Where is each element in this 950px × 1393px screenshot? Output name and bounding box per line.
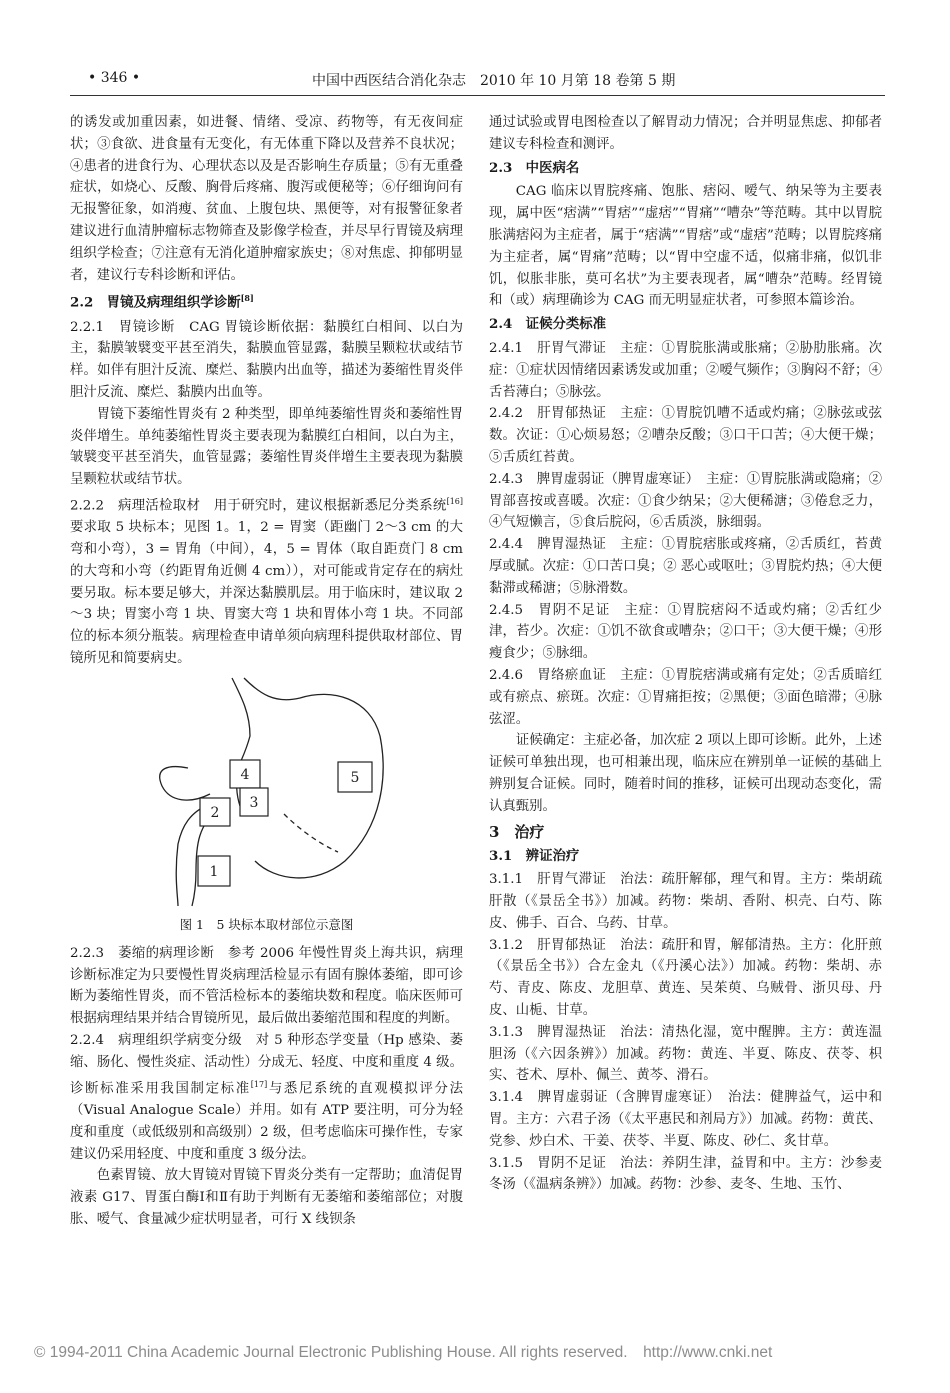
paragraph: 通过试验或胃电图检查以了解胃动力情况；合并明显焦虑、抑郁者建议专科检查和测评。 <box>489 115 882 152</box>
citation-ref: [17] <box>250 1079 268 1089</box>
running-header <box>70 64 885 92</box>
syndrome-2-4-1: 2.4.1 肝胃气滞证 主症：①胃脘胀满或胀痛；②胁肋胀痛。次症：①症状因情绪因素诱发或加重；②嗳气频作；③胸闷不舒；④舌苔薄白；⑤脉弦。 <box>489 340 882 400</box>
treatment-3-1-2: 3.1.2 肝胃郁热证 治法：疏肝和胃，解郁清热。主方：化肝煎（《景岳全书》）合左金丸（《丹溪心法》）加减。药物：柴胡、赤芍、青皮、陈皮、龙胆草、黄连、吴茱萸、乌贼骨、浙贝母、丹皮、山栀、甘草。 <box>489 937 882 1019</box>
antrum-curve-upper <box>160 766 210 800</box>
sample-label-1: 1 <box>209 863 219 880</box>
section-heading-3-1: 3.1 辨证治疗 <box>489 847 580 864</box>
sample-label-4: 4 <box>240 766 250 783</box>
paragraph: 的诱发或加重因素，如进餐、情绪、受凉、药物等，有无夜间症状；③食欲、进食量有无变化，有无体重下降以及营养不良状况；④患者的进食行为、心理状态以及是否影响生存质量；⑤有无重叠症状，如烧心、反酸、胸骨后疼痛、腹泻或便秘等；⑥仔细询问有无报警征象，如消瘦、贫血、上腹包块、黑便等，对有报警征象者建议进行血清肿瘤标志物筛查及影像学检查，并尽早行胃镜及病理组织学检查；⑦注意有无消化道肿瘤家族史；⑧对焦虑、抑郁明显者，建议行专科诊断和评估。 <box>70 115 463 283</box>
treatment-3-1-4: 3.1.4 脾胃虚弱证（含脾胃虚寒证） 治法：健脾益气，运中和胃。主方：六君子汤（《太平惠民和剂局方》）加减。药物：黄芪、党参、炒白术、干姜、茯苓、半夏、陈皮、砂仁、炙甘草。 <box>489 1090 882 1149</box>
dashed-division-line <box>284 814 338 852</box>
syndrome-2-4-5: 2.4.5 胃阴不足证 主症：①胃脘痞闷不适或灼痛；②舌红少津，苔少。次症：①饥不欲食或嘈杂；②口干；③大便干燥；④形瘦食少；⑤脉细。 <box>489 602 882 662</box>
section-heading-3: 3 治疗 <box>489 822 545 841</box>
paragraph: 2.2.4 病理组织学病变分级 对 5 种形态学变量（Hp 感染、萎缩、肠化、慢性炎症、活动性）分成无、轻度、中度和重度 4 级。诊断标准采用我国制定标准[17]与悉尼系统的直观模拟评分法（Visual Analogue Scale）并用。如有 ATP 要注明，可分为轻度和重度（或低级别和高级别）2 级，但考虑临床可操作性，专家建议仍采用轻度、中度和重度 3 级分法。 <box>70 1033 464 1162</box>
section-heading-2-2: 2.2 胃镜及病理组织学诊断[8] <box>70 293 254 311</box>
paragraph: 2.2.2 病理活检取材 用于研究时，建议根据新悉尼分类系统[16]要求取 5 块标本；见图 1。1，2 = 胃窦（距幽门 2～3 cm 的大弯和小弯），3 = 胃角（中间），4，5 = 胃体（取自距贲门 8 cm 的大弯和小弯（约距胃角近侧 4 cm）），对可能或肯定存在的病灶要另取。标本要足够大，并深达黏膜肌层。用于临床时，建议取 2～3 块；胃窦小弯 1 块、胃窦大弯 1 块和胃体小弯 1 块。不同部位的标本须分瓶装。病理检查申请单须向病理科提供取材部位、胃镜所见和简要病史。 <box>70 497 463 667</box>
treatment-3-1-5: 3.1.5 胃阴不足证 治法：养阴生津，益胃和中。主方：沙参麦冬汤（《温病条辨》）加减。药物：沙参、麦冬、生地、玉竹、 <box>489 1155 882 1193</box>
sample-label-5: 5 <box>350 769 360 786</box>
treatment-3-1-3: 3.1.3 脾胃湿热证 治法：清热化湿，宽中醒脾。主方：黄连温胆汤（《六因条辨》）加减。药物：黄连、半夏、陈皮、茯苓、枳实、苍术、厚朴、佩兰、黄芩、滑石。 <box>489 1024 882 1084</box>
citation-ref: [16] <box>446 497 463 507</box>
journal-title: 中国中西医结合消化杂志 2010 年 10 月第 18 卷第 5 期 <box>312 73 676 89</box>
figure-caption: 图 1 5 块标本取材部位示意图 <box>179 916 354 932</box>
stomach-diagram <box>70 676 463 911</box>
page-number: • 346 • <box>88 70 141 86</box>
sample-label-2: 2 <box>210 804 220 821</box>
stomach-outline-inner <box>232 678 250 768</box>
section-heading-2-4: 2.4 证候分类标准 <box>489 316 607 333</box>
syndrome-2-4-3: 2.4.3 脾胃虚弱证（脾胃虚寒证） 主症：①胃脘胀满或隐痛；②胃部喜按或喜暖。次症：①食少纳呆；②大便稀溏；③倦怠乏力，④气短懒言，⑤食后脘闷，⑥舌质淡，脉细弱。 <box>489 471 882 531</box>
section-heading-2-3: 2.3 中医病名 <box>489 159 580 176</box>
citation-ref: [8] <box>240 293 254 304</box>
stomach-diagram-svg <box>70 676 463 911</box>
syndrome-2-4-2: 2.4.2 肝胃郁热证 主症：①胃脘饥嘈不适或灼痛；②脉弦或弦数。次证：①心烦易怒；②嘈杂反酸；③口干口苦；④大便干燥；⑤舌质红苔黄。 <box>489 406 882 465</box>
treatment-3-1-1: 3.1.1 肝胃气滞证 治法：疏肝解郁，理气和胃。主方：柴胡疏肝散（《景岳全书》）加减。药物：柴胡、香附、枳壳、白芍、陈皮、佛手、百合、乌药、甘草。 <box>489 872 882 931</box>
syndrome-2-4-4: 2.4.4 脾胃湿热证 主症：①胃脘痞胀或疼痛，②舌质红，苔黄厚或腻。次症：①口苦口臭；② 恶心或呕吐；③胃脘灼热；④大便黏滞或稀溏；⑤脉滑数。 <box>489 537 882 596</box>
paragraph: 证候确定：主症必备，加次症 2 项以上即可诊断。此外，上述证候可单独出现，也可相兼出现，临床应在辨别单一证候的基础上辨别复合证候。同时，随着时间的推移，证候可出现动态变化，需认真甄别。 <box>489 733 882 814</box>
paragraph: 2.2.1 胃镜诊断 CAG 胃镜诊断依据：黏膜红白相间、以白为主，黏膜皱襞变平甚至消失，黏膜血管显露，黏膜呈颗粒状或结节样。如伴有胆汁反流、糜烂、黏膜内出血等，描述为萎缩性胃炎伴胆汁反流、糜烂、黏膜内出血等。 <box>70 319 463 401</box>
paragraph: CAG 临床以胃脘疼痛、饱胀、痞闷、嗳气、纳呆等为主要表现，属中医“痞满”“胃痞”“虚痞”“胃痛”“嘈杂”等范畴。其中以胃脘胀满痞闷为主症者，属于“痞满”“胃痞”或“虚痞”范畴；以胃脘疼痛为主症者，属“胃痛”范畴；以“胃中空虚不适，似痛非痛，似饥非饥，似胀非胀，莫可名状”为主要表现者，属“嘈杂”范畴。经胃镜和（或）病理确诊为 CAG 而无明显症状者，可参照本篇诊治。 <box>489 184 882 309</box>
sample-label-3: 3 <box>249 794 259 811</box>
paragraph: 2.2.3 萎缩的病理诊断 参考 2006 年慢性胃炎上海共识，病理诊断标准定为只要慢性胃炎病理活检显示有固有腺体萎缩，即可诊断为萎缩性胃炎，而不管活检标本的萎缩块数和程度。临床医师可根据病理结果并结合胃镜所见，最后做出萎缩范围和程度的判断。 <box>70 945 463 1027</box>
left-column <box>70 112 463 1231</box>
copyright-footer: © 1994-2011 China Academic Journal Electronic Publishing House. All rights reserved. http://www.cnki.net <box>34 1344 773 1361</box>
syndrome-2-4-6: 2.4.6 胃络瘀血证 主症：①胃脘痞满或痛有定处；②舌质暗红或有瘀点、瘀斑。次症：①胃痛拒按；②黑便；③面色暗滞；④脉弦涩。 <box>489 667 882 727</box>
paragraph: 胃镜下萎缩性胃炎有 2 种类型，即单纯萎缩性胃炎和萎缩性胃炎伴增生。单纯萎缩性胃炎主要表现为黏膜红白相间，以白为主，皱襞变平甚至消失，血管显露；萎缩性胃炎伴增生主要表现为黏膜呈颗粒状或结节状。 <box>70 406 463 488</box>
right-column <box>489 112 882 1196</box>
header-rule <box>70 95 885 96</box>
paragraph: 色素胃镜、放大胃镜对胃镜下胃炎分类有一定帮助；血清促胃液素 G17、胃蛋白酶Ⅰ和Ⅱ有助于判断有无萎缩和萎缩部位；对腹胀、嗳气、食量减少症状明显者，可行 X 线钡条 <box>70 1168 463 1227</box>
